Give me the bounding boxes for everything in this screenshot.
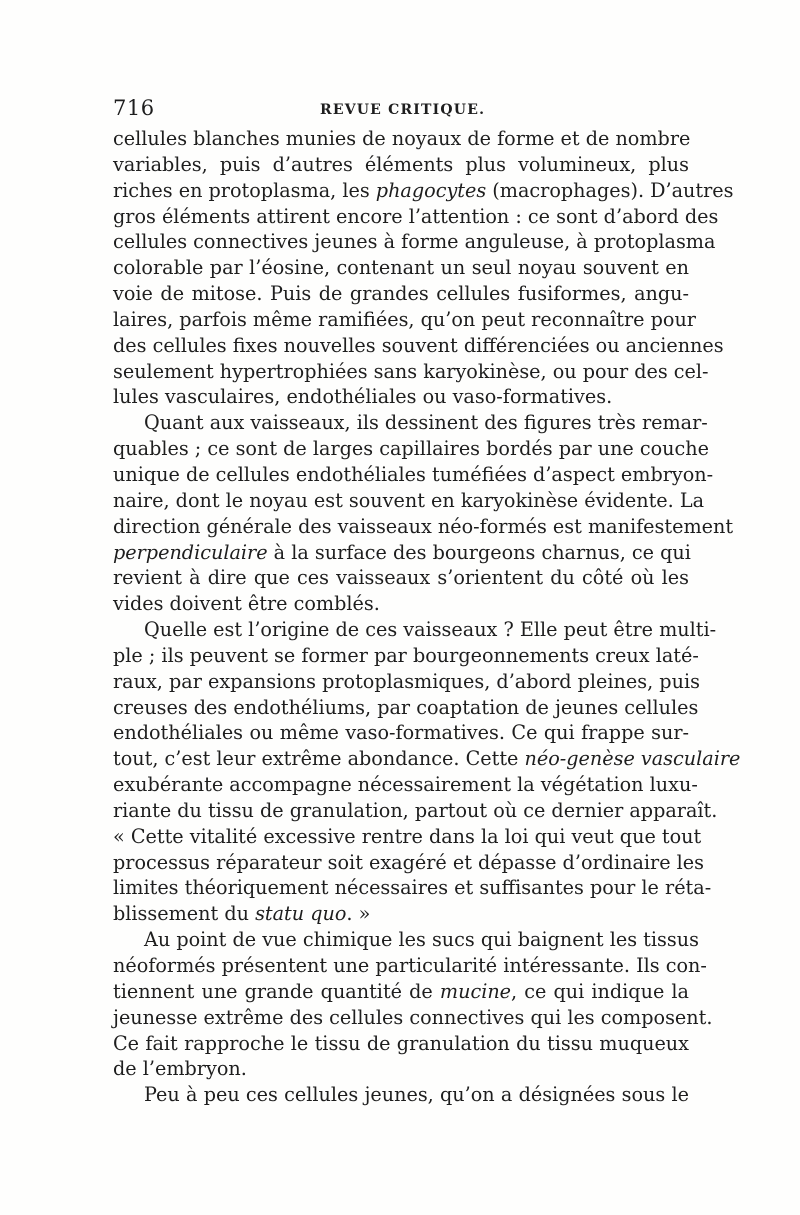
text-segment: blissement du: [113, 902, 256, 926]
text-line: Quelle est l’origine de ces vaisseaux ? Elle peut être multi-: [144, 618, 717, 642]
page-header: [113, 96, 687, 126]
text-line: riante du tissu de granulation, partout où ce dernier apparaît.: [113, 798, 718, 822]
text-line: Quant aux vaisseaux, ils dessinent des figures très remar-: [144, 411, 708, 435]
text-line: processus réparateur soit exagéré et dépasse d’ordinaire les: [113, 850, 704, 874]
italic-term: mucine: [439, 979, 512, 1003]
text-line: raux, par expansions protoplasmiques, d’abord pleines, puis: [113, 669, 700, 693]
text-line: direction générale des vaisseaux néo-formés est manifestement: [113, 514, 734, 538]
text-line: [113, 178, 734, 204]
text-line: cellules connectives jeunes à forme anguleuse, à protoplasma: [113, 230, 716, 254]
text-line: revient à dire que ces vaisseaux s’orientent du côté où les: [113, 566, 689, 590]
page-number: 716: [113, 96, 155, 120]
text-line: colorable par l’éosine, contenant un seul noyau souvent en: [113, 256, 689, 280]
text-line: des cellules fixes nouvelles souvent différenciées ou anciennes: [113, 333, 724, 357]
text-line: de l’embryon.: [113, 1057, 247, 1081]
text-line: [113, 979, 689, 1005]
text-line: [113, 746, 741, 772]
text-segment: à la surface des bourgeons charnus, ce qui: [267, 540, 691, 564]
text-segment: (macrophages). D’autres: [486, 178, 734, 202]
text-line: Au point de vue chimique les sucs qui baignent les tissus: [144, 928, 699, 952]
text-line: quables ; ce sont de larges capillaires bordés par une couche: [113, 437, 709, 461]
text-line: « Cette vitalité excessive rentre dans la loi qui veut que tout: [113, 824, 702, 848]
text-segment: , ce qui indique la: [511, 979, 689, 1003]
italic-term: néo-genèse vasculaire: [524, 747, 741, 771]
italic-term: statu quo: [255, 902, 347, 926]
text-line: gros éléments attirent encore l’attention : ce sont d’abord des: [113, 204, 719, 228]
text-line: limites théoriquement nécessaires et suffisantes pour le réta-: [113, 876, 712, 900]
text-line: laires, parfois même ramifiées, qu’on peut reconnaître pour: [113, 307, 696, 331]
text-line: exubérante accompagne nécessairement la végétation luxu-: [113, 773, 698, 797]
text-line: creuses des endothéliums, par coaptation de jeunes cellules: [113, 695, 699, 719]
text-line: Ce fait rapproche le tissu de granulation du tissu muqueux: [113, 1031, 689, 1055]
running-title: REVUE CRITIQUE.: [320, 102, 486, 118]
text-line: vides doivent être comblés.: [113, 592, 380, 616]
text-segment: tiennent une grande quantité de: [113, 979, 440, 1003]
text-line: [113, 901, 689, 927]
text-line: lules vasculaires, endothéliales ou vaso-formatives.: [113, 385, 613, 409]
text-line: [113, 540, 689, 566]
text-line: ple ; ils peuvent se former par bourgeonnements creux laté-: [113, 643, 699, 667]
body-text: [113, 126, 741, 1108]
text-line: variables, puis d’autres éléments plus volumineux, plus: [113, 152, 689, 176]
text-segment: tout, c’est leur extrême abondance. Cette: [113, 747, 525, 771]
text-line: Peu à peu ces cellules jeunes, qu’on a désignées sous le: [144, 1083, 689, 1107]
text-line: unique de cellules endothéliales tuméfiées d’aspect embryon-: [113, 462, 714, 486]
italic-term: perpendiculaire: [113, 540, 268, 564]
text-segment: riches en protoplasma, les: [113, 178, 376, 202]
text-line: endothéliales ou même vaso-formatives. Ce qui frappe sur-: [113, 721, 689, 745]
text-line: jeunesse extrême des cellules connectives qui les composent.: [113, 1005, 713, 1029]
text-line: seulement hypertrophiées sans karyokinèse, ou pour des cel-: [113, 359, 709, 383]
text-segment: . »: [346, 902, 371, 926]
italic-term: phagocytes: [375, 178, 487, 202]
text-line: voie de mitose. Puis de grandes cellules fusiformes, angu-: [113, 282, 689, 306]
text-line: naire, dont le noyau est souvent en karyokinèse évidente. La: [113, 488, 705, 512]
text-line: cellules blanches munies de noyaux de forme et de nombre: [113, 127, 691, 150]
text-line: néoformés présentent une particularité intéressante. Ils con-: [113, 954, 707, 977]
